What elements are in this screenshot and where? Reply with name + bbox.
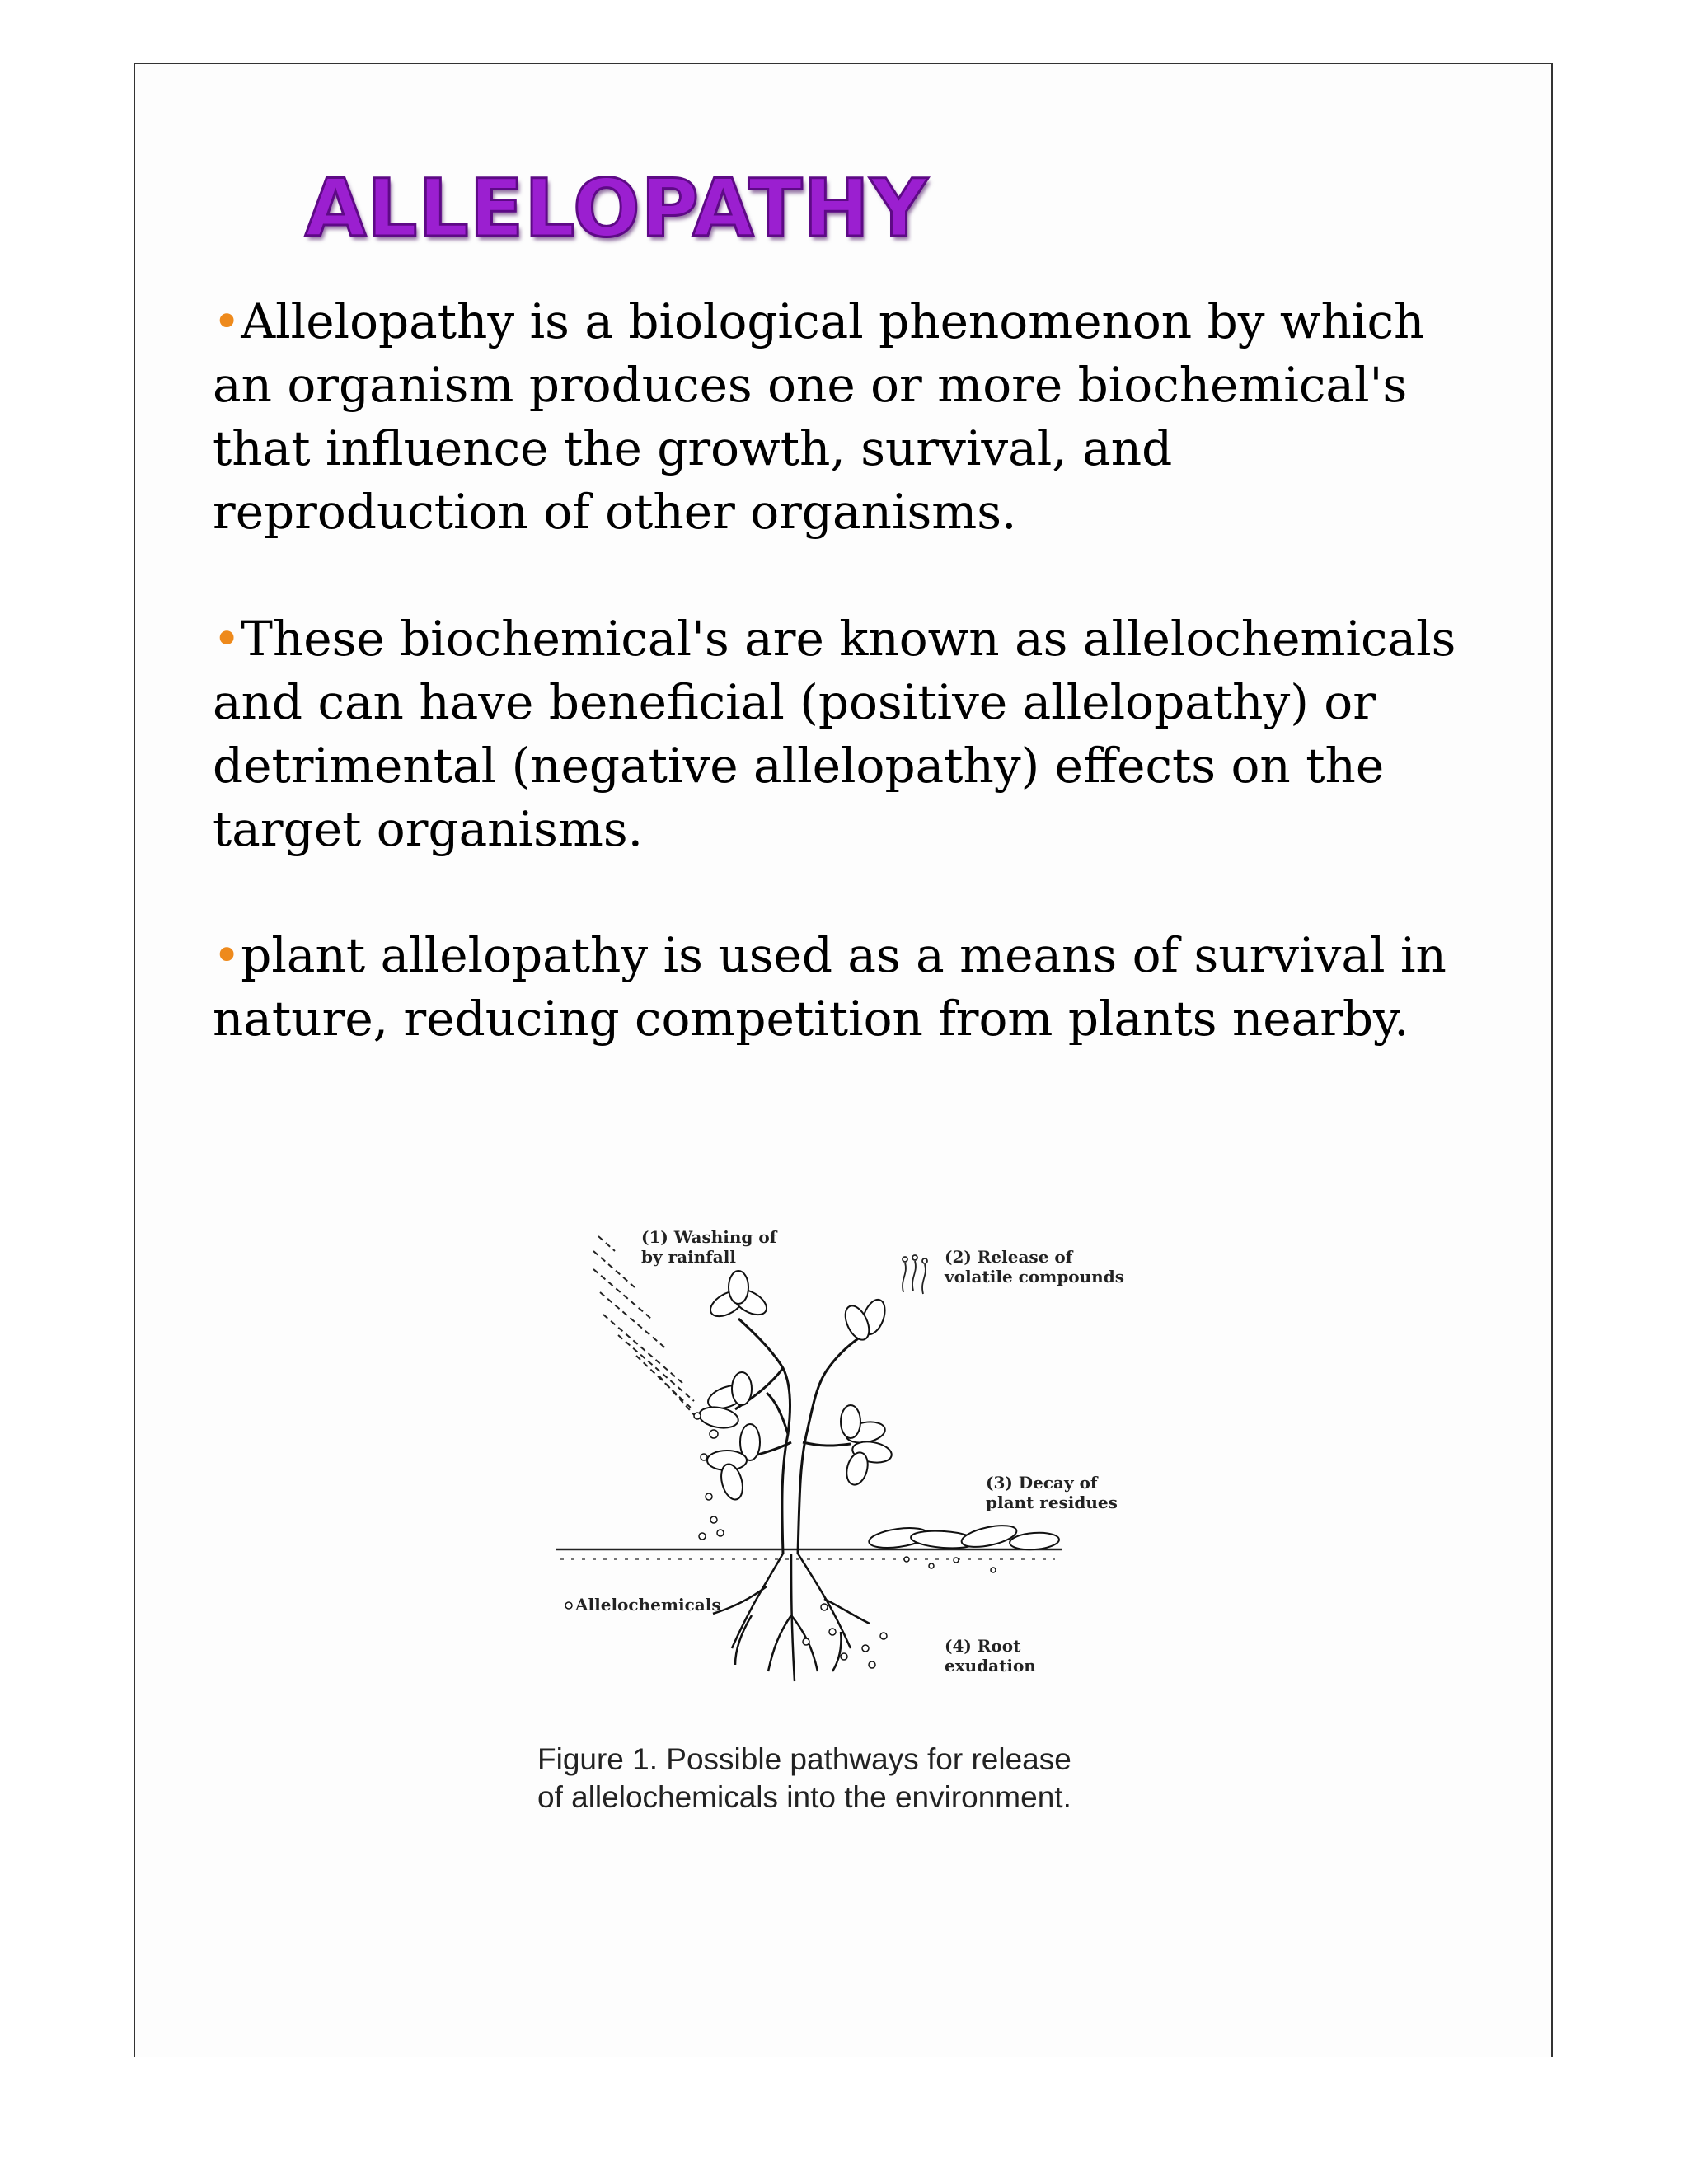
figure-labels xyxy=(574,1227,1124,1675)
bullet-paragraph-survival xyxy=(213,924,1498,1051)
label-root-line1: (4) Root xyxy=(945,1636,1021,1656)
bullet-marker: • xyxy=(213,611,241,667)
ground-line xyxy=(556,1549,1062,1559)
bullet-marker: • xyxy=(213,293,241,349)
label-washing-line1: (1) Washing of xyxy=(641,1227,777,1247)
bullet-text: Allelopathy is a biological phenomenon by which an organism produces one or more biochemical's that influence the growth, survival, and reproduction of other organisms. xyxy=(213,293,1425,540)
bullet-text: These biochemical's are known as allelochemicals and can have beneficial (positive allelopathy) or detrimental (negative allelopathy) effects on the target organisms. xyxy=(213,611,1456,857)
figure-caption xyxy=(537,1741,1180,1816)
label-allelochemicals: Allelochemicals xyxy=(575,1595,721,1615)
label-decay-line1: (3) Decay of xyxy=(986,1473,1098,1493)
volatile-swirls xyxy=(903,1255,927,1294)
figure-caption-line1: Figure 1. Possible pathways for release xyxy=(537,1742,1071,1776)
bullet-text: plant allelopathy is used as a means of survival in nature, reducing competition from plants nearby. xyxy=(213,927,1447,1047)
plant-leaves xyxy=(697,1271,893,1502)
label-release-line1: (2) Release of xyxy=(945,1247,1073,1267)
plant-roots xyxy=(713,1554,870,1681)
figure-caption-line2: of allelochemicals into the environment. xyxy=(537,1780,1071,1814)
bullet-paragraph-allelochemicals xyxy=(213,607,1498,861)
bullet-paragraph-definition xyxy=(213,290,1498,544)
label-root-line2: exudation xyxy=(945,1656,1036,1675)
allelopathy-pathways-diagram xyxy=(544,1220,1137,1714)
fallen-leaves xyxy=(868,1521,1060,1551)
label-washing-line2: by rainfall xyxy=(641,1247,736,1267)
label-decay-line2: plant residues xyxy=(986,1493,1118,1512)
bullet-marker: • xyxy=(213,927,241,983)
slide-title: ALLELOPATHY xyxy=(305,162,929,255)
label-release-line2: volatile compounds xyxy=(945,1267,1124,1286)
